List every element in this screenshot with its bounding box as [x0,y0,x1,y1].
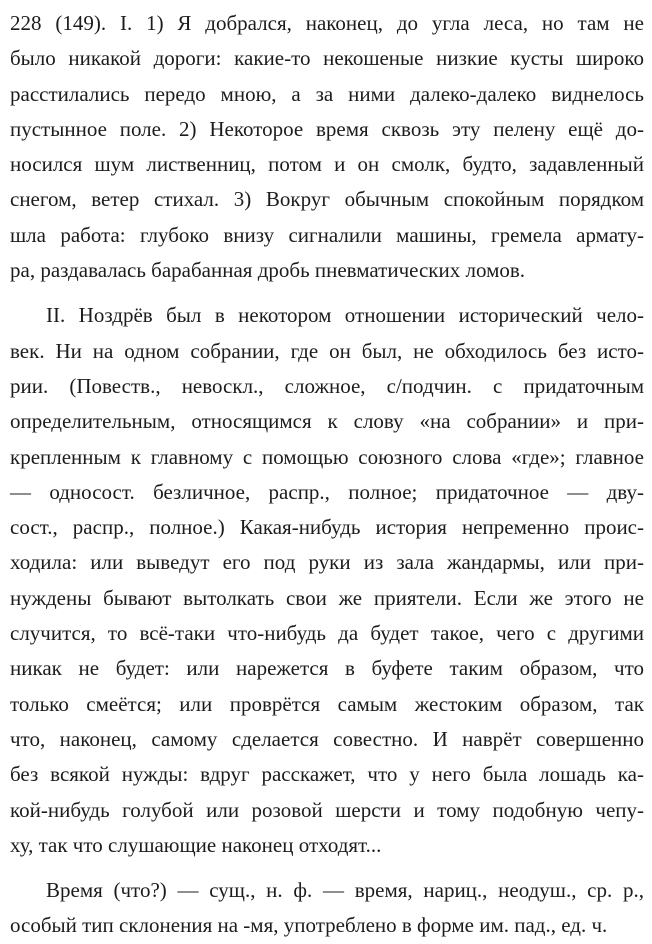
text-line [10,334,644,369]
paragraph-gap [10,863,644,873]
text-segment: — односост. безличное, распр., полное; придаточное — дву- [10,479,644,504]
text-segment: ра, раздавалась барабанная дробь пневматических ломов. [10,258,526,283]
text-segment: расстилались передо мною, а за ними далеко-далеко виднелось [10,81,644,106]
text-segment: век. Ни на одном собрании, где он был, не обходилось без исто- [10,338,644,363]
text-segment: сост., распр., полное.) Какая-нибудь история непременно проис- [10,515,644,540]
text-segment: случится, то всё-таки что-нибудь да будет такое, чего с другими [10,621,644,646]
paragraph-gap [10,288,644,298]
text-segment: шла работа: глубоко внизу сигналили машины, гремела армату- [10,222,644,247]
text-line [10,6,644,41]
text-line [10,757,644,792]
text-line [10,908,644,943]
text-line [10,793,644,828]
text-line [10,253,644,288]
text-line [10,510,644,545]
text-line [10,369,644,404]
section-2 [10,298,644,863]
text-line [10,873,644,908]
text-segment: II. Ноздрёв был в некотором отношении исторический чело- [46,303,644,328]
text-line [10,581,644,616]
text-segment: было никакой дороги: какие-то некошеные низкие кусты широко [10,46,644,71]
text-line [10,475,644,510]
text-segment: 228 (149). I. 1) Я добрался, наконец, до угла леса, но там не [10,11,644,35]
text-line [10,182,644,217]
section-1 [10,6,644,288]
text-line [10,298,644,333]
text-segment: кой-нибудь голубой или розовой шерсти и тому подобную чепу- [10,797,644,822]
text-segment: снегом, ветер стихал. 3) Вокруг обычным спокойным порядком [10,187,644,212]
text-line [10,545,644,580]
text-line [10,147,644,182]
text-line [10,440,644,475]
text-segment: что, наконец, самому сделается совестно. И наврёт совершенно [10,726,644,751]
text-segment: нуждены бывают вытолкать свои же приятели. Если же этого не [10,585,644,610]
text-segment: рии. (Повеств., невоскл., сложное, с/подчин. с придаточным [10,373,644,398]
text-line [10,77,644,112]
text-segment: без всякой нужды: вдруг расскажет, что у него была лошадь ка- [10,762,644,787]
text-segment: ходила: или выведут его под руки из зала жандармы, или при- [10,550,644,575]
text-segment: крепленным к главному с помощью союзного слова «где»; главное [10,444,644,469]
text-segment: определительным, относящимся к слову «на собрании» и при- [10,409,644,434]
text-line [10,112,644,147]
text-line [10,828,644,863]
text-segment: Время (что?) — сущ., н. ф. — время, нариц., неодуш., ср. р., [46,878,644,903]
text-line [10,651,644,686]
text-line [10,722,644,757]
text-segment: носился шум лиственниц, потом и он смолк, будто, задавленный [10,152,644,177]
text-line [10,404,644,439]
text-segment: пустынное поле. 2) Некоторое время сквозь эту пелену ещё до- [10,116,644,141]
morphology-analysis [10,873,644,944]
text-segment: ху, так что слушающие наконец отходят... [10,832,382,857]
text-line [10,218,644,253]
text-segment: особый тип склонения на -мя, употреблено в форме им. пад., ед. ч. [10,913,608,938]
text-segment: никак не будет: или нарежется в буфете таким образом, что [10,656,644,681]
text-line [10,687,644,722]
text-segment: только смеётся; или проврётся самым жестоким образом, так [10,691,644,716]
text-line [10,616,644,651]
text-line [10,41,644,76]
